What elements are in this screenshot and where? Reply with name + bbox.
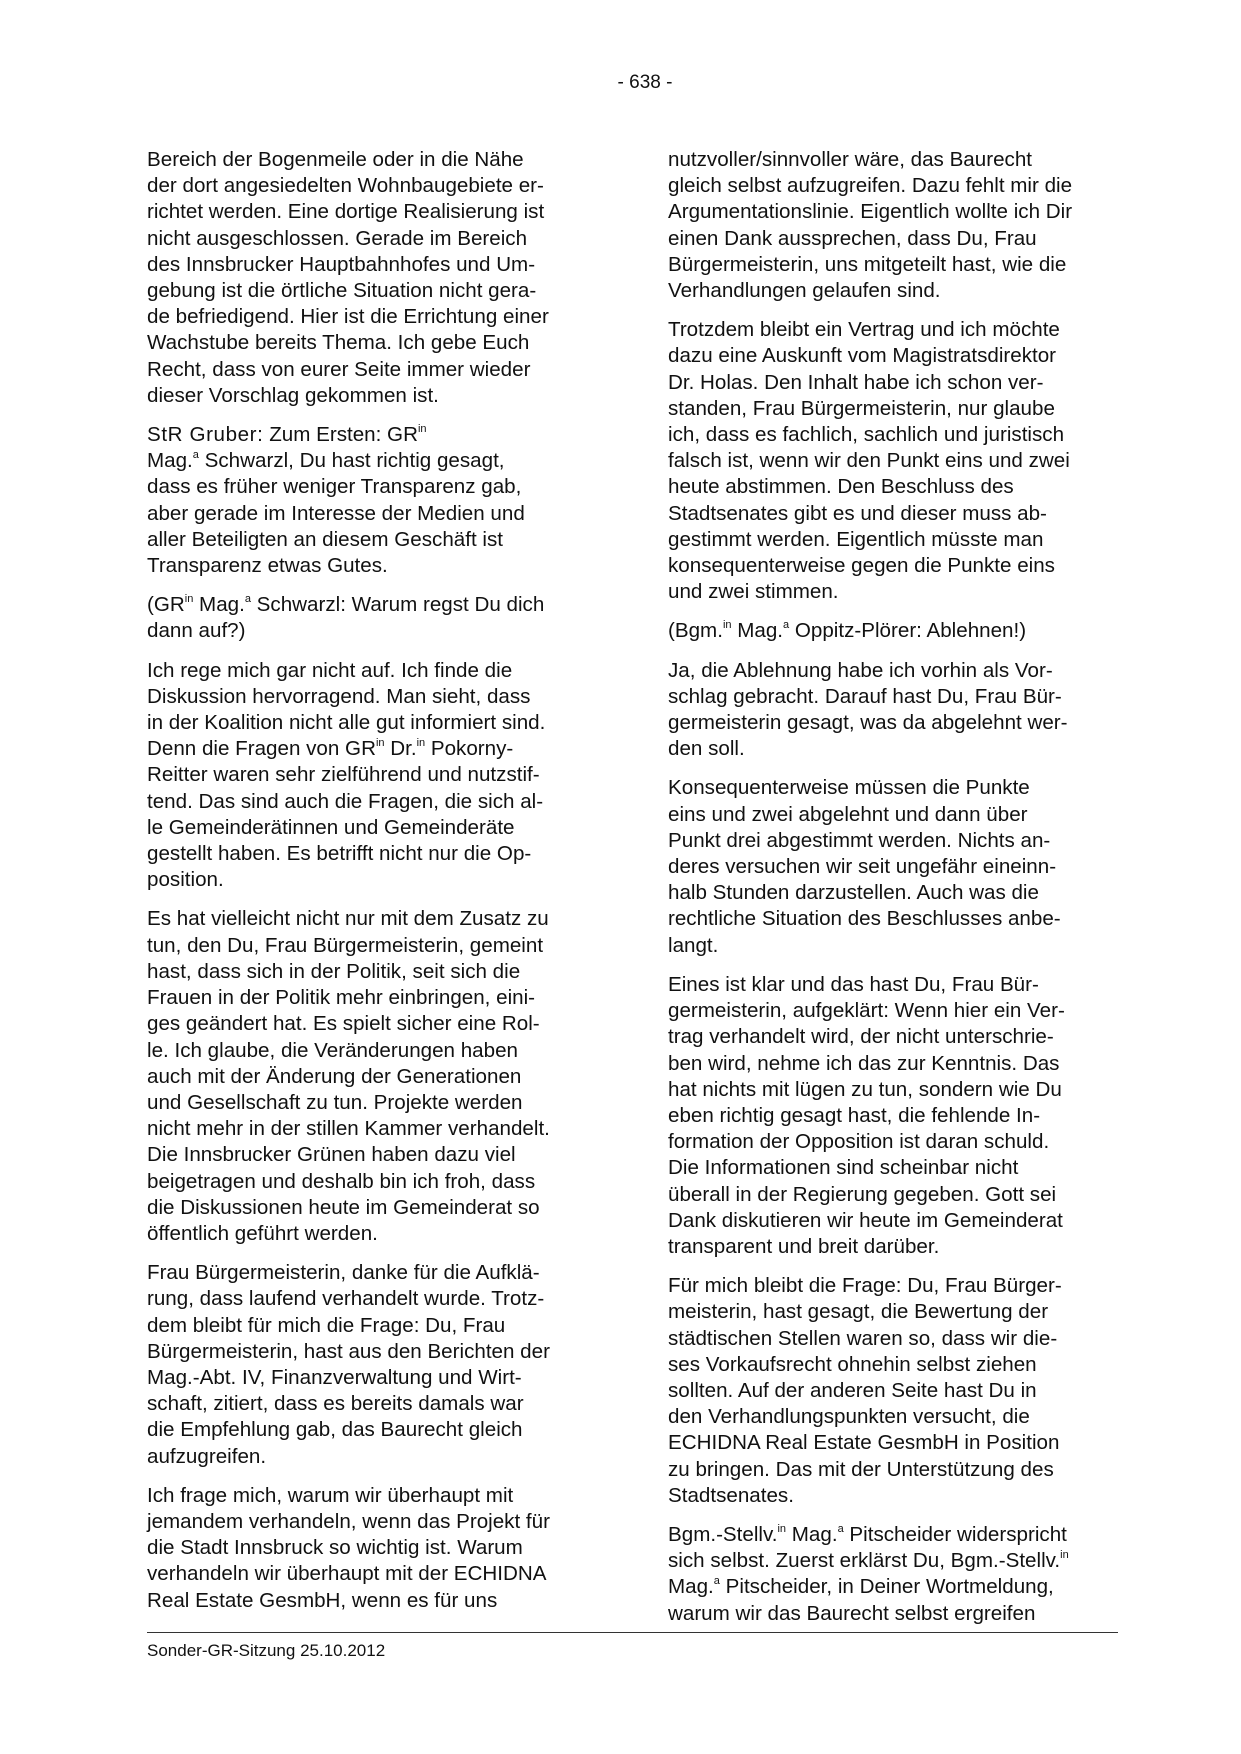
text-line: den Verhandlungspunkten versucht, die xyxy=(668,1405,1030,1429)
footer-session-label: Sonder-GR-Sitzung 25.10.2012 xyxy=(147,1641,386,1660)
interjection xyxy=(147,592,597,644)
text-line: StR Gruber: Zum Ersten: $GR^{in}$ xyxy=(147,423,427,447)
text-line: nicht mehr in der stillen Kammer verhandelt. xyxy=(147,1117,550,1141)
text-line: auch mit der Änderung der Generationen xyxy=(147,1064,522,1088)
page-number: - 638 - xyxy=(617,72,673,93)
text-line: Ich frage mich, warum wir überhaupt mit xyxy=(147,1483,514,1507)
text-line: hast, dass sich in der Politik, seit sich die xyxy=(147,959,521,983)
text-line: einen Dank aussprechen, dass Du, Frau xyxy=(668,226,1037,250)
text-line: Stadtsenates gibt es und dieser muss ab- xyxy=(668,501,1047,525)
text-line: Punkt drei abgestimmt werden. Nichts an- xyxy=(668,828,1051,852)
text-line: ECHIDNA Real Estate GesmbH in Position xyxy=(668,1431,1060,1455)
text-line: Eines ist klar und das hast Du, Frau Bür- xyxy=(668,972,1039,996)
text-line: den soll. xyxy=(668,737,745,761)
text-line: gestimmt werden. Eigentlich müsste man xyxy=(668,527,1044,551)
text-line: gleich selbst aufzugreifen. Dazu fehlt mir die xyxy=(668,174,1073,198)
paragraph xyxy=(147,906,597,1247)
text-line: überall in der Regierung gegeben. Gott sei xyxy=(668,1182,1057,1206)
text-line: dem bleibt für mich die Frage: Du, Frau xyxy=(147,1313,506,1337)
paragraph xyxy=(147,658,597,894)
interjection xyxy=(668,618,1118,644)
paragraph xyxy=(668,658,1118,763)
paragraph xyxy=(668,972,1118,1260)
text-line: heute abstimmen. Den Beschluss des xyxy=(668,475,1014,499)
text-line: Mag.-Abt. IV, Finanzverwaltung und Wirt- xyxy=(147,1365,522,1389)
text-line: Bürgermeisterin, hast aus den Berichten der xyxy=(147,1339,550,1363)
text-line: gebung ist die örtliche Situation nicht gera- xyxy=(147,279,537,303)
text-line: Dr. Holas. Den Inhalt habe ich schon ver- xyxy=(668,370,1044,394)
text-line: Konsequenterweise müssen die Punkte xyxy=(668,776,1030,800)
text-line: gestellt haben. Es betrifft nicht nur die Op- xyxy=(147,842,532,866)
text-line: le Gemeinderätinnen und Gemeinderäte xyxy=(147,815,515,839)
paragraph xyxy=(147,1483,597,1614)
text-line: Denn die Fragen von $GR^{in}$ Dr.$^{in}$ Pokorny- xyxy=(147,737,514,761)
text-line: Für mich bleibt die Frage: Du, Frau Bürger- xyxy=(668,1274,1062,1298)
text-line: position. xyxy=(147,868,224,892)
text-line: ich, dass es fachlich, sachlich und juristisch xyxy=(668,423,1065,447)
text-line: standen, Frau Bürgermeisterin, nur glaube xyxy=(668,396,1055,420)
speech-paragraph xyxy=(147,422,597,579)
text-line: Dank diskutieren wir heute im Gemeinderat xyxy=(668,1208,1063,1232)
text-line: dass es früher weniger Transparenz gab, xyxy=(147,475,522,499)
text-line: rung, dass laufend verhandelt wurde. Trotz- xyxy=(147,1287,545,1311)
text-line: halb Stunden darzustellen. Auch was die xyxy=(668,881,1039,905)
paragraph xyxy=(668,775,1118,958)
text-line: Stadtsenates. xyxy=(668,1483,794,1507)
text-line: Wachstube bereits Thema. Ich gebe Euch xyxy=(147,331,530,355)
text-line: richtet werden. Eine dortige Realisierung ist xyxy=(147,200,545,224)
text-line: (Bgm.$^{in}$ Mag.$^a$ Oppitz-Plörer: Ablehnen!) xyxy=(668,619,1027,643)
text-line: formation der Opposition ist daran schuld. xyxy=(668,1130,1050,1154)
text-line: ges geändert hat. Es spielt sicher eine Rol- xyxy=(147,1012,540,1036)
text-line: Die Innsbrucker Grünen haben dazu viel xyxy=(147,1143,516,1167)
text-line: Trotzdem bleibt ein Vertrag und ich möchte xyxy=(668,318,1060,342)
text-line: ses Vorkaufsrecht ohnehin selbst ziehen xyxy=(668,1352,1037,1376)
text-line: rechtliche Situation des Beschlusses anbe- xyxy=(668,907,1061,931)
text-line: schaft, zitiert, dass es bereits damals war xyxy=(147,1392,524,1416)
text-line: sich selbst. Zuerst erklärst Du, Bgm.-Stellv.$^{in}$ xyxy=(668,1549,1069,1573)
text-line: hat nichts mit lügen zu tun, sondern wie Du xyxy=(668,1077,1062,1101)
text-line: und Gesellschaft zu tun. Projekte werden xyxy=(147,1090,523,1114)
text-line: des Innsbrucker Hauptbahnhofes und Um- xyxy=(147,252,536,276)
text-line: die Stadt Innsbruck so wichtig ist. Warum xyxy=(147,1536,523,1560)
paragraph xyxy=(668,1273,1118,1509)
text-line: tend. Das sind auch die Fragen, die sich al- xyxy=(147,789,544,813)
text-line: aber gerade im Interesse der Medien und xyxy=(147,501,525,525)
text-line: trag verhandelt wird, der nicht unterschrie- xyxy=(668,1025,1054,1049)
text-line: eins und zwei abgelehnt und dann über xyxy=(668,802,1028,826)
text-line: beigetragen und deshalb bin ich froh, dass xyxy=(147,1169,536,1193)
text-line: nutzvoller/sinnvoller wäre, das Baurecht xyxy=(668,148,1033,171)
text-line: Recht, dass von eurer Seite immer wieder xyxy=(147,357,531,381)
text-line: schlag gebracht. Darauf hast Du, Frau Bür- xyxy=(668,684,1062,708)
text-line: städtischen Stellen waren so, dass wir die- xyxy=(668,1326,1058,1350)
text-line: nicht ausgeschlossen. Gerade im Bereich xyxy=(147,226,528,250)
text-line: aufzugreifen. xyxy=(147,1444,267,1468)
text-line: Frau Bürgermeisterin, danke für die Aufklä- xyxy=(147,1261,540,1285)
text-line: Bgm.-Stellv.$^{in}$ Mag.$^a$ Pitscheider widerspricht xyxy=(668,1522,1067,1546)
text-line: meisterin, hast gesagt, die Bewertung der xyxy=(668,1300,1049,1324)
text-line: warum wir das Baurecht selbst ergreifen xyxy=(668,1601,1036,1625)
text-line: konsequenterweise gegen die Punkte eins xyxy=(668,554,1055,578)
text-line: öffentlich geführt werden. xyxy=(147,1221,378,1245)
text-line: Ich rege mich gar nicht auf. Ich finde die xyxy=(147,658,513,682)
text-line: verhandeln wir überhaupt mit der ECHIDNA xyxy=(147,1562,547,1586)
text-line: de befriedigend. Hier ist die Errichtung einer xyxy=(147,305,549,329)
footer-divider xyxy=(147,1632,1118,1633)
text-line: dazu eine Auskunft vom Magistratsdirektor xyxy=(668,344,1057,368)
text-line: der dort angesiedelten Wohnbaugebiete er- xyxy=(147,174,544,198)
text-line: die Empfehlung gab, das Baurecht gleich xyxy=(147,1418,523,1442)
text-line: Bürgermeisterin, uns mitgeteilt hast, wie die xyxy=(668,252,1067,276)
paragraph xyxy=(668,1522,1118,1627)
text-line: Verhandlungen gelaufen sind. xyxy=(668,279,941,303)
text-line: Argumentationslinie. Eigentlich wollte ich Dir xyxy=(668,200,1073,224)
text-line: sollten. Auf der anderen Seite hast Du in xyxy=(668,1378,1037,1402)
text-line: Mag.$^a$ Schwarzl, Du hast richtig gesagt, xyxy=(147,449,505,473)
paragraph xyxy=(668,147,1118,304)
text-line: ben wird, nehme ich das zur Kenntnis. Das xyxy=(668,1051,1060,1075)
text-line: germeisterin, aufgeklärt: Wenn hier ein Ver- xyxy=(668,999,1065,1023)
text-line: langt. xyxy=(668,933,719,957)
text-line: und zwei stimmen. xyxy=(668,580,839,604)
text-line: jemandem verhandeln, wenn das Projekt für xyxy=(147,1509,550,1533)
text-line: tun, den Du, Frau Bürgermeisterin, gemeint xyxy=(147,933,544,957)
left-column xyxy=(147,147,597,1627)
paragraph xyxy=(147,147,597,409)
text-line: transparent und breit darüber. xyxy=(668,1234,940,1258)
text-line: dieser Vorschlag gekommen ist. xyxy=(147,383,439,407)
text-line: germeisterin gesagt, was da abgelehnt wer- xyxy=(668,711,1068,735)
text-line: Frauen in der Politik mehr einbringen, eini- xyxy=(147,986,536,1010)
text-line: deres versuchen wir seit ungefähr eineinn- xyxy=(668,855,1057,879)
text-line: Ja, die Ablehnung habe ich vorhin als Vor- xyxy=(668,658,1053,682)
text-line: ($GR^{in}$ Mag.$^a$ Schwarzl: Warum regst Du dich xyxy=(147,593,545,617)
text-line: Es hat vielleicht nicht nur mit dem Zusatz zu xyxy=(147,907,549,931)
text-line: falsch ist, wenn wir den Punkt eins und zwei xyxy=(668,449,1070,473)
paragraph xyxy=(147,1260,597,1470)
right-column xyxy=(668,147,1118,1640)
text-line: dann auf?) xyxy=(147,619,246,643)
text-line: in der Koalition nicht alle gut informiert sind. xyxy=(147,711,546,735)
text-line: le. Ich glaube, die Veränderungen haben xyxy=(147,1038,518,1062)
text-line: eben richtig gesagt hast, die fehlende In- xyxy=(668,1103,1041,1127)
speaker-name: StR Gruber: xyxy=(147,423,264,447)
text-line: Real Estate GesmbH, wenn es für uns xyxy=(147,1588,498,1612)
text-line: Die Informationen sind scheinbar nicht xyxy=(668,1156,1019,1180)
paragraph xyxy=(668,317,1118,605)
text-line: Bereich der Bogenmeile oder in die Nähe xyxy=(147,148,524,171)
text-line: zu bringen. Das mit der Unterstützung des xyxy=(668,1457,1054,1481)
text-line: Reitter waren sehr zielführend und nutzstif- xyxy=(147,763,540,787)
text-line: Transparenz etwas Gutes. xyxy=(147,554,388,578)
text-line: die Diskussionen heute im Gemeinderat so xyxy=(147,1195,540,1219)
text-line: aller Beteiligten an diesem Geschäft ist xyxy=(147,527,503,551)
text-line: Mag.$^a$ Pitscheider, in Deiner Wortmeldung, xyxy=(668,1575,1054,1599)
text-line: Diskussion hervorragend. Man sieht, dass xyxy=(147,684,531,708)
